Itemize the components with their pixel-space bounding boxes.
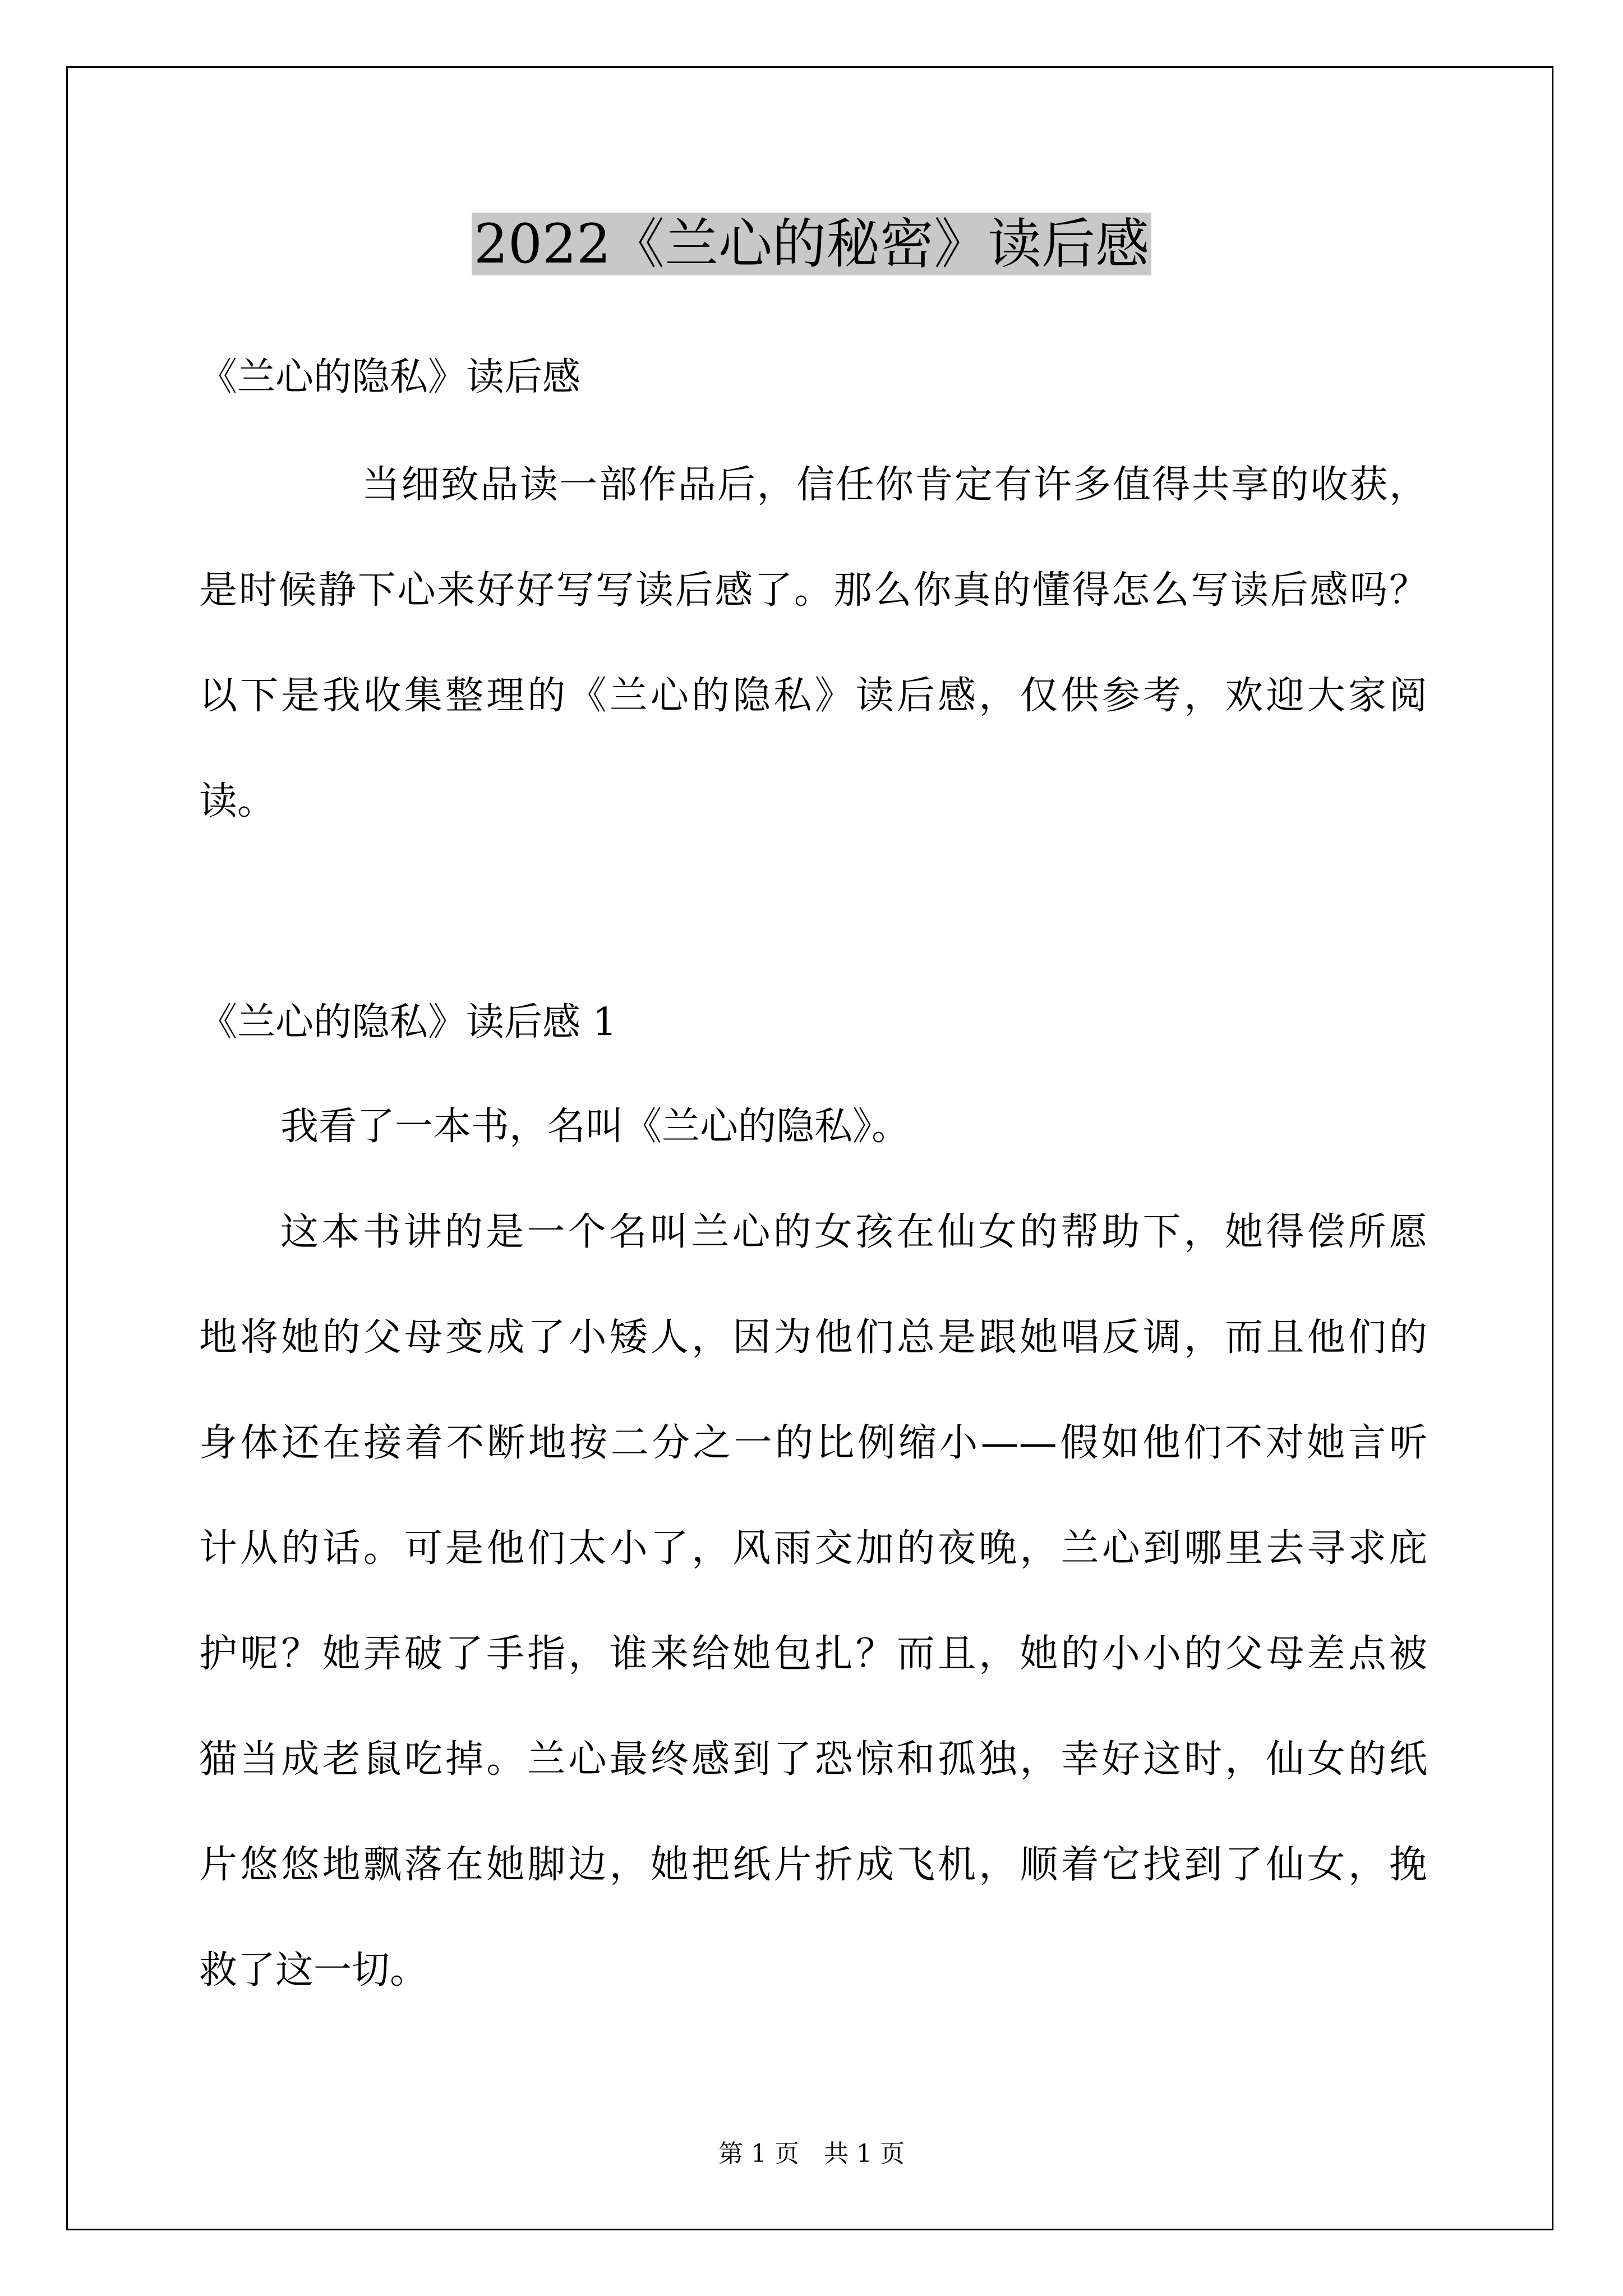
- paragraph-1: 我看了一本书，名叫《兰心的隐私》。: [280, 1105, 910, 1149]
- paragraph-2-line-1: 这本书讲的是一个名叫兰心的女孩在仙女的帮助下，她得偿所愿: [280, 1210, 1427, 1254]
- intro-line-2: 是时候静下心来好好写写读后感了。那么你真的懂得怎么写读后感吗？: [199, 568, 1427, 613]
- document-title: [0, 208, 1623, 280]
- paragraph-2-line-3: 身体还在接着不断地按二分之一的比例缩小——假如他们不对她言听: [199, 1421, 1427, 1465]
- subtitle: 《兰心的隐私》读后感: [199, 355, 581, 399]
- section-heading: 《兰心的隐私》读后感 1: [199, 1000, 617, 1045]
- paragraph-2-line-5: 护呢？她弄破了手指，谁来给她包扎？而且，她的小小的父母差点被: [199, 1632, 1427, 1676]
- paragraph-2-line-7: 片悠悠地飘落在她脚边，她把纸片折成飞机，顺着它找到了仙女，挽: [199, 1843, 1427, 1887]
- document-title-text: 2022《兰心的秘密》读后感: [472, 213, 1151, 275]
- paragraph-2-line-8: 救了这一切。: [199, 1948, 428, 1993]
- page-footer: 第 1 页 共 1 页: [718, 2139, 905, 2168]
- paragraph-2-line-2: 地将她的父母变成了小矮人，因为他们总是跟她唱反调，而且他们的: [199, 1315, 1427, 1360]
- paragraph-2-line-6: 猫当成老鼠吃掉。兰心最终感到了恐惊和孤独，幸好这时，仙女的纸: [199, 1737, 1427, 1782]
- intro-line-1: 当细致品读一部作品后，信任你肯定有许多值得共享的收获，: [362, 463, 1427, 507]
- paragraph-2-line-4: 计从的话。可是他们太小了，风雨交加的夜晚，兰心到哪里去寻求庇: [199, 1526, 1427, 1571]
- intro-line-3: 以下是我收集整理的《兰心的隐私》读后感，仅供参考，欢迎大家阅: [199, 674, 1427, 718]
- intro-line-4: 读。: [199, 779, 276, 823]
